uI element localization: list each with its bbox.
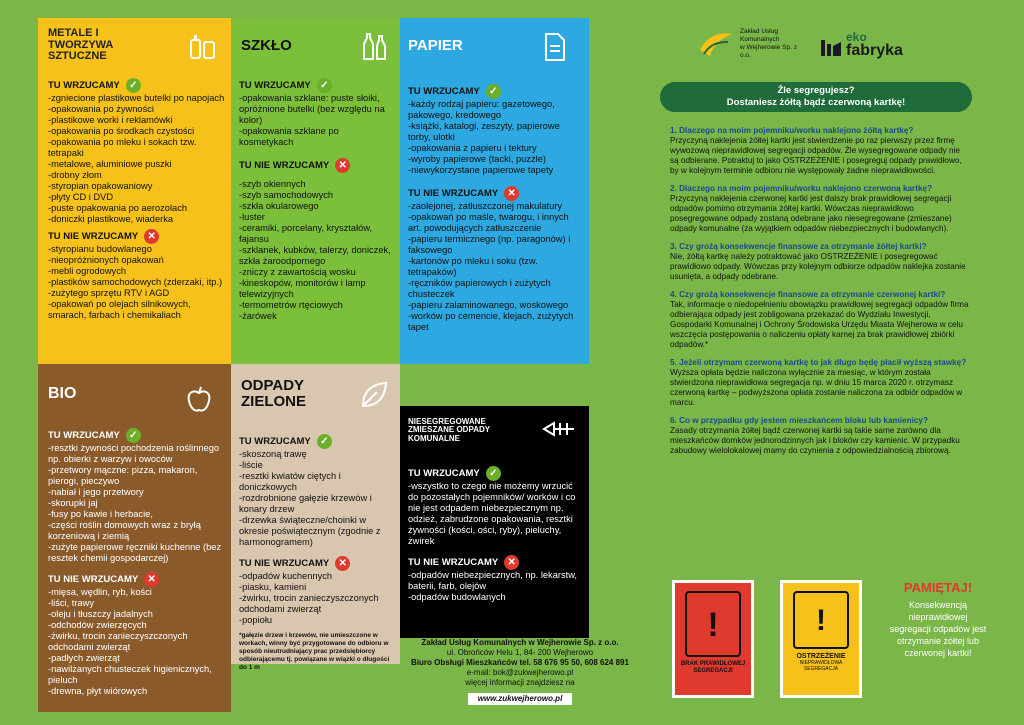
list-item: -kineskopów, monitorów i lamp telewizyjnych	[239, 278, 366, 299]
panel-title: BIO	[48, 385, 77, 402]
cross-icon: ✕	[335, 556, 350, 571]
list-item: -metalowe, aluminiowe puszki	[48, 159, 172, 169]
list-item: -liście	[239, 460, 263, 470]
list-item: -każdy rodzaj papieru: gazetowego, pakowego, kredowego	[408, 99, 555, 120]
apple-icon	[184, 384, 214, 414]
list-item: -termometrów rtęciowych	[239, 300, 343, 310]
panel-paper	[400, 18, 589, 364]
faq-question: 1. Dlaczego na moim pojemniku/worku naklejono żółtą kartkę?	[670, 126, 914, 135]
list-item: -papieru termicznego (np. paragonów) i faksowego	[408, 234, 571, 255]
document-icon	[540, 32, 570, 62]
list-item: -drzewka świąteczne/choinki w okresie poświątecznym (zgodnie z harmonogramem)	[239, 515, 381, 547]
list-item: -zaolejonej, zatłuszczonej makulatury	[408, 201, 562, 211]
cross-icon: ✕	[144, 229, 159, 244]
list-item: -mebli ogrodowych	[48, 266, 127, 276]
list-item: -odpadów kuchennych	[239, 571, 333, 581]
list-item: -odpadów niebezpiecznych, np. lekarstw, baterii, farb, olejów	[408, 570, 577, 591]
no-list	[408, 570, 584, 603]
list-item: -plastikowe worki i reklamówki	[48, 115, 173, 125]
faq-question: 4. Czy grożą konsekwencje finansowe za otrzymanie czerwonej kartki?	[670, 290, 946, 299]
yes-list	[408, 99, 584, 176]
faq-item	[670, 290, 970, 350]
yes-label: TU WRZUCAMY ✓	[239, 78, 395, 93]
check-icon: ✓	[126, 428, 141, 443]
list-item: -rozdrobnione gałęzie krzewów i konary drzew	[239, 493, 372, 514]
faq-answer: Przyczyną naklejenia czerwonej kartki jest dalszy brak prawidłowej segregacji odpadów pomimo otrzymania żółtej kartki. Wówczas nieprawidłowo posegregowane odpady zostaną odebrane jako niesegregowane (zmieszane) odpady komunalne (za wyjątkiem odpadów niebezpiecznych i budowlanych).	[670, 194, 952, 233]
faq-question: 3. Czy grożą konsekwencje finansowe za otrzymanie żółtej kartki?	[670, 242, 927, 251]
list-item: -odchodów zwierzęcych	[48, 620, 147, 630]
list-item: -płyty CD i DVD	[48, 192, 114, 202]
eko-label: eko	[846, 30, 867, 44]
red-card-label: BRAK PRAWIDŁOWEJ SEGREGACJI	[680, 661, 746, 674]
factory-icon	[820, 34, 842, 58]
list-item: -skoszoną trawę	[239, 449, 307, 459]
zuk-sub: w Wejherowie Sp. z o.o.	[740, 44, 797, 59]
no-list	[48, 587, 228, 697]
faq-list	[670, 126, 970, 464]
panel-mixed	[400, 406, 589, 638]
yes-label: TU WRZUCAMY ✓	[408, 84, 584, 99]
list-item: -worków po cemencie, klejach, zużytych tapet	[408, 311, 574, 332]
list-item: -drobny złom	[48, 170, 102, 180]
exclamation-icon: !	[685, 591, 741, 657]
right-column	[660, 20, 1000, 720]
zuk-logo-icon	[698, 30, 734, 58]
contact-info	[400, 638, 640, 718]
panel-green-waste	[231, 364, 400, 671]
green-note: *gałęzie drzew i krzewów, nie umieszczone w workach, winny być przygotowane do odbioru w sposób nieutrudniający prac przedsiębiorcy odbierającemu tj. powiązane w wiązki o długości do 1 m	[239, 632, 390, 671]
check-icon: ✓	[486, 466, 501, 481]
list-item: -przetwory mączne: pizza, makaron, pierogi, pieczywo	[48, 465, 198, 486]
warning-banner	[660, 82, 972, 112]
faq-question: 6. Co w przypadku gdy jestem mieszkańcem bloku lub kamienicy?	[670, 416, 928, 425]
no-label: TU NIE WRZUCAMY ✕	[48, 572, 228, 587]
yes-label: TU WRZUCAMY ✓	[48, 78, 226, 93]
no-list	[239, 179, 395, 322]
list-item: -żarówek	[239, 311, 277, 321]
list-item: -opakowania po mleku i sokach tzw. tetrapaki	[48, 137, 197, 158]
email-link[interactable]: e-mail: bok@zukwejherowo.pl	[466, 668, 574, 677]
list-item: -niewykorzystane papierowe tapety	[408, 165, 554, 175]
list-item: -wszystko to czego nie możemy wrzucić do pozostałych pojemników/ worków i co nie jest odpadem niebezpiecznym np. odzież, zabrudzone opakowania, resztki żywności (kości, ości, ryby), pieluchy, żwirek	[408, 481, 576, 546]
panel-title: METALE I TWORZYWA SZTUCZNE	[48, 27, 113, 63]
list-item: -papieru zalaminowanego, woskowego	[408, 300, 569, 310]
fabryka-label: fabryka	[846, 42, 903, 59]
panel-metal-plastic	[38, 18, 231, 364]
yes-list	[48, 93, 226, 225]
list-item: -żwirku, trocin zanieczyszczonych odchodami zwierząt	[239, 593, 379, 614]
remember-title: PAMIĘTAJ!	[903, 580, 973, 595]
leaf-icon	[359, 380, 389, 410]
no-label: TU NIE WRZUCAMY ✕	[48, 229, 226, 244]
remember-box	[888, 580, 988, 659]
list-item: -odpadów budowlanych	[408, 592, 506, 602]
list-item: -oleju i tłuszczy jadalnych	[48, 609, 153, 619]
faq-question: 5. Jeżeli otrzymam czerwoną kartkę to jak długo będę płacił wyższą stawkę?	[670, 358, 967, 367]
faq-item	[670, 126, 970, 176]
list-item: -fusy po kawie i herbacie,	[48, 509, 153, 519]
panel-title: NIESEGREGOWANE ZMIESZANE ODPADY KOMUNALNE	[408, 417, 490, 443]
faq-answer: Nie, żółtą kartkę należy potraktować jako OSTRZEŻENIE i posegregować prawidłowo odpady. Wówczas przy kolejnym odbiorze odpadów naklejka zostanie usunięta, a odpady odebrane.	[670, 252, 966, 281]
list-item: -opakowania po żywności	[48, 104, 154, 114]
list-item: -żwirku, trocin zanieczyszczonych odchodami zwierząt	[48, 631, 188, 652]
fish-bone-icon	[540, 414, 580, 444]
list-item: -padłych zwierząt	[48, 653, 120, 663]
panel-title: ODPADY ZIELONE	[241, 377, 307, 410]
list-item: -nawilżanych chusteczek higienicznych, pieluch	[48, 664, 212, 685]
list-item: -opakowania szklane po kosmetykach	[239, 126, 339, 147]
check-icon: ✓	[126, 78, 141, 93]
red-card	[672, 580, 754, 698]
list-item: -puste opakowania po aerozolach	[48, 203, 188, 213]
faq-item	[670, 416, 970, 456]
banner-line2: Dostaniesz żółtą bądź czerwoną kartkę!	[726, 97, 906, 108]
list-item: -mięsa, wędlin, ryb, kości	[48, 587, 152, 597]
list-item: -wyroby papierowe (tacki, puzzle)	[408, 154, 546, 164]
list-item: -resztki żywności pochodzenia roślinnego np. obierki z warzyw i owoców	[48, 443, 220, 464]
list-item: -luster	[239, 212, 265, 222]
yes-label: TU WRZUCAMY ✓	[408, 466, 584, 481]
faq-item	[670, 358, 970, 408]
list-item: -zużyte papierowe ręczniki kuchenne (bez resztek chemii gospodarczej)	[48, 542, 222, 563]
yellow-card-sub: NIEPRAWIDŁOWA SEGREGACJA	[799, 660, 843, 672]
list-item: -ceramiki, porcelany, kryształów, fajansu	[239, 223, 373, 244]
panel-glass	[231, 18, 400, 364]
cross-icon: ✕	[504, 555, 519, 570]
faq-answer: Przyczyną naklejenia żółtej kartki jest stwierdzenie po raz pierwszy przez firmę wywozową nieprawidłowej segregacji odpadów. Źle wysegregowane odpady nie są odbierane. Potraktuj to jako OSTRZEŻENIE i posegreguj odpady prawidłowo, by w kolejnym terminie odbioru nie występowały żadne nieprawidłowości.	[670, 136, 962, 175]
panel-title: SZKŁO	[241, 37, 292, 54]
company-name: Zakład Usług Komunalnych w Wejherowie Sp. z o.o.	[421, 638, 619, 647]
yes-label: TU WRZUCAMY ✓	[48, 428, 228, 443]
list-item: -ręczników papierowych i zużytych chusteczek	[408, 278, 551, 299]
no-list	[239, 571, 397, 626]
website-link[interactable]: www.zukwejherowo.pl	[468, 693, 573, 705]
check-icon: ✓	[317, 78, 332, 93]
cross-icon: ✕	[335, 158, 350, 173]
check-icon: ✓	[486, 84, 501, 99]
list-item: -opakowań po olejach silnikowych, smarach, farbach i chemikaliach	[48, 299, 191, 320]
list-item: -nabiał i jego przetwory	[48, 487, 144, 497]
yes-list	[239, 449, 397, 548]
more-info: więcej informacji znajdziesz na	[465, 678, 575, 687]
list-item: -kartonów po mleku i soku (tzw. tetrapaków)	[408, 256, 538, 277]
bottle-can-icon	[188, 32, 218, 62]
bureau: Biuro Obsługi Mieszkańców tel. 58 676 95 50, 608 624 891	[411, 658, 629, 667]
list-item: -opakowań po maśle, twarogu, i innych art. powodujących zatłuszczenie	[408, 212, 569, 233]
cross-icon: ✕	[144, 572, 159, 587]
list-item: -popiołu	[239, 615, 273, 625]
list-item: -skorupki jaj	[48, 498, 98, 508]
list-item: -styropian opakowaniowy	[48, 181, 153, 191]
list-item: -zniczy z zawartością wosku	[239, 267, 356, 277]
yellow-card	[780, 580, 862, 698]
faq-item	[670, 184, 970, 234]
list-item: -szkła okularowego	[239, 201, 319, 211]
zuk-logo	[698, 28, 806, 60]
list-item: -drewna, płyt wiórowych	[48, 686, 148, 696]
yes-list	[239, 93, 395, 148]
list-item: -szklanek, kubków, talerzy, doniczek, szkła żaroodpornego	[239, 245, 391, 266]
yellow-card-label: OSTRZEŻENIE	[796, 653, 846, 660]
yes-list	[48, 443, 228, 564]
list-item: -resztki kwiatów ciętych i doniczkowych	[239, 471, 341, 492]
faq-question: 2. Dlaczego na moim pojemniku/worku naklejono czerwoną kartkę?	[670, 184, 933, 193]
list-item: -szyb samochodowych	[239, 190, 334, 200]
list-item: -opakowania po środkach czystości	[48, 126, 195, 136]
list-item: -nieopróżnionych opakowań	[48, 255, 164, 265]
exclamation-icon: !	[793, 591, 849, 649]
list-item: -styropianu budowlanego	[48, 244, 152, 254]
eko-fabryka-logo	[820, 30, 903, 58]
faq-answer: Zasady otrzymania żółtej bądź czerwonej kartki są takie same zarówno dla mieszkańców domków jednorodzinnych jak i bloków czy kamienic. W przypadku zabudowy wielolokalowej mamy do czynienia z odpowiedzialnością zbiorową.	[670, 426, 960, 455]
check-icon: ✓	[317, 434, 332, 449]
list-item: -części roślin domowych wraz z bryłą korzeniową i ziemią	[48, 520, 201, 541]
faq-item	[670, 242, 970, 282]
no-label: TU NIE WRZUCAMY ✕	[408, 555, 584, 570]
panel-title: PAPIER	[408, 37, 463, 54]
cross-icon: ✕	[504, 186, 519, 201]
no-label: TU NIE WRZUCAMY ✕	[239, 556, 397, 571]
yes-label: TU WRZUCAMY ✓	[239, 434, 397, 449]
list-item: -szyb okiennych	[239, 179, 306, 189]
list-item: -książki, katalogi, zeszyty, papierowe torby, ulotki	[408, 121, 560, 142]
zuk-name: Zakład Usług Komunalnych	[740, 28, 780, 43]
list-item: -opakowania z papieru i tektury	[408, 143, 537, 153]
no-list	[408, 201, 584, 333]
banner-line1: Źle segregujesz?	[777, 85, 855, 96]
yes-list	[408, 481, 584, 547]
faq-answer: Wyższa opłata będzie naliczona wyłącznie za miesiąc, w którym została stwierdzona nieprawidłowa segregacja np. w dniu 15 marca 2020 r. otrzymasz czerwoną kartkę – podwyższona opłata zostanie naliczona za odbiór odpadów w marcu.	[670, 368, 963, 407]
list-item: -opakowania szklane: puste słoiki, opróżnione butelki (bez względu na kolor)	[239, 93, 385, 125]
faq-answer: Tak, informacje o niedopełnieniu obowiązku prawidłowej segregacji odpadów firma odbierająca odpady jest zobligowana przekazać do Wydziału Inwestycji, Gospodarki Komunalnej i Ochrony Środowiska Urzędu Miasta Wejherowa w celu wszczęcia postępowania o naliczeniu opłaty karnej za brak prawidłowej zbiórki odpadów.*	[670, 300, 969, 349]
no-label: TU NIE WRZUCAMY ✕	[239, 158, 395, 173]
no-label: TU NIE WRZUCAMY ✕	[408, 186, 584, 201]
list-item: -liści, trawy	[48, 598, 94, 608]
address: ul. Obrońców Helu 1, 84- 200 Wejherowo	[446, 648, 594, 657]
list-item: -zgniecione plastikowe butelki po napojach	[48, 93, 225, 103]
list-item: -piasku, kamieni	[239, 582, 307, 592]
remember-text: Konsekwencją nieprawidłowej segregacji odpadów jest otrzymanie żółtej lub czerwonej kartki!	[889, 600, 987, 658]
list-item: -plastików samochodowych (zderzaki, itp.)	[48, 277, 223, 287]
list-item: -doniczki plastikowe, wiaderka	[48, 214, 174, 224]
panel-bio	[38, 364, 231, 712]
bottles-icon	[359, 32, 389, 62]
no-list	[48, 244, 226, 321]
list-item: -zużytego sprzętu RTV i AGD	[48, 288, 170, 298]
